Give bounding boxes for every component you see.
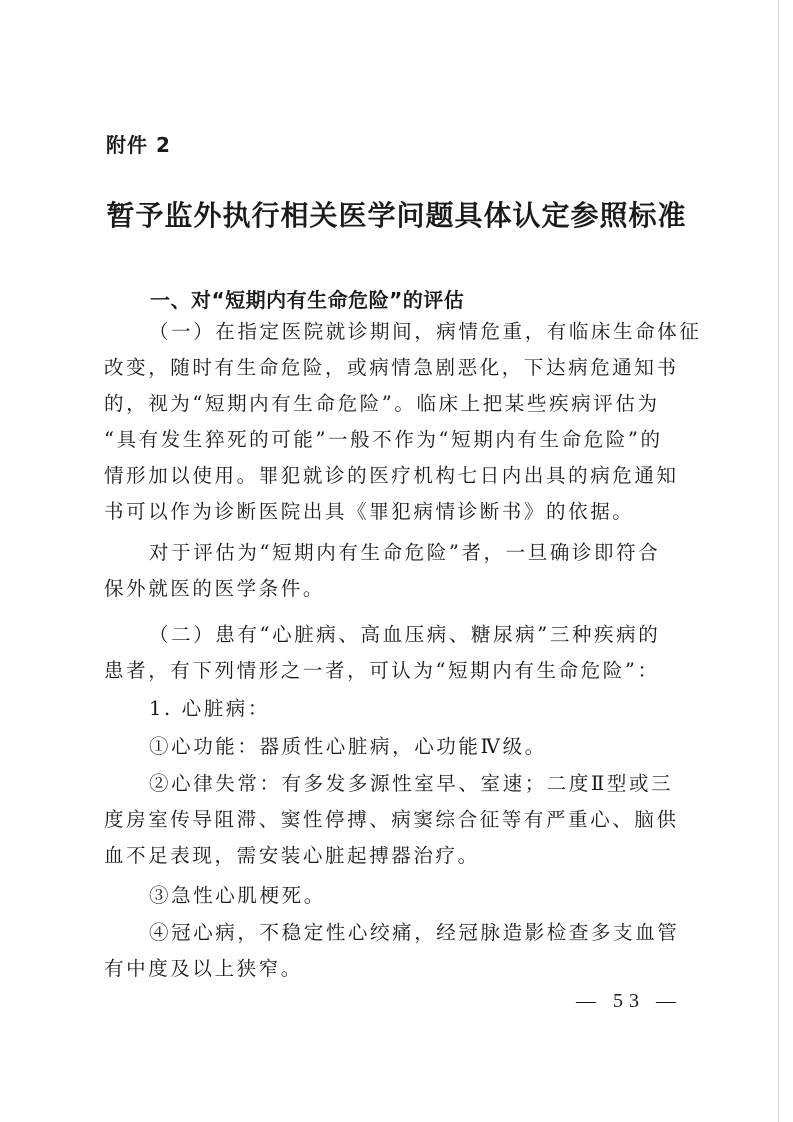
paragraph-line: ①心功能：器质性心脏病，心功能Ⅳ级。 [149, 735, 547, 758]
item-arrhythmia [104, 766, 691, 874]
item-cardiac-function [104, 729, 691, 765]
paragraph-line: 血不足表现，需安装心脏起搏器治疗。 [104, 844, 480, 867]
paragraph-line: 对于评估为“短期内有生命危险”者，一旦确诊即符合 [149, 541, 661, 564]
paragraph-line: 的，视为“短期内有生命危险”。临床上把某些疾病评估为 [104, 392, 660, 415]
page-number: — 53 — [576, 990, 682, 1012]
paragraph-line: （一）在指定医院就诊期间，病情危重，有临床生命体征 [149, 320, 702, 343]
paragraph-line: 保外就医的医学条件。 [104, 577, 326, 600]
document-title: 暂予监外执行相关医学问题具体认定参照标准 [106, 199, 687, 232]
paragraph-line: ④冠心病，不稳定性心绞痛，经冠脉造影检查多支血管 [149, 921, 680, 944]
paragraph-line: 患者，有下列情形之一者，可认为“短期内有生命危险”： [104, 659, 660, 682]
paragraph-line: （二）患有“心脏病、高血压病、糖尿病”三种疾病的 [149, 623, 661, 646]
paragraph-line: 改变，随时有生命危险，或病情急剧恶化，下达病危通知书 [104, 356, 679, 379]
paragraph-line: ③急性心肌梗死。 [149, 884, 326, 907]
item-coronary-disease [104, 915, 691, 987]
heart-disease-heading [104, 691, 691, 727]
item-myocardial-infarction [104, 878, 691, 914]
paragraph-line: 情形加以使用。罪犯就诊的医疗机构七日内出具的病危通知 [104, 464, 679, 487]
paragraph-line: 有中度及以上狭窄。 [104, 957, 303, 980]
paragraph-line: ②心律失常：有多发多源性室早、室速；二度Ⅱ型或三 [149, 772, 674, 795]
paragraph-line: 度房室传导阻滞、窦性停搏、病窦综合征等有严重心、脑供 [104, 808, 679, 831]
paragraph-assessment [104, 535, 691, 607]
paragraph-line: 1. 心脏病： [149, 697, 271, 720]
paragraph-one [104, 314, 702, 530]
paragraph-line: “具有发生猝死的可能”一般不作为“短期内有生命危险”的 [104, 428, 663, 451]
paragraph-line: 书可以作为诊断医院出具《罪犯病情诊断书》的依据。 [104, 500, 635, 523]
section-heading: 一、对“短期内有生命危险”的评估 [150, 288, 465, 312]
attachment-label: 附件 2 [106, 133, 171, 157]
scan-edge [778, 0, 779, 1122]
paragraph-two [104, 617, 691, 689]
